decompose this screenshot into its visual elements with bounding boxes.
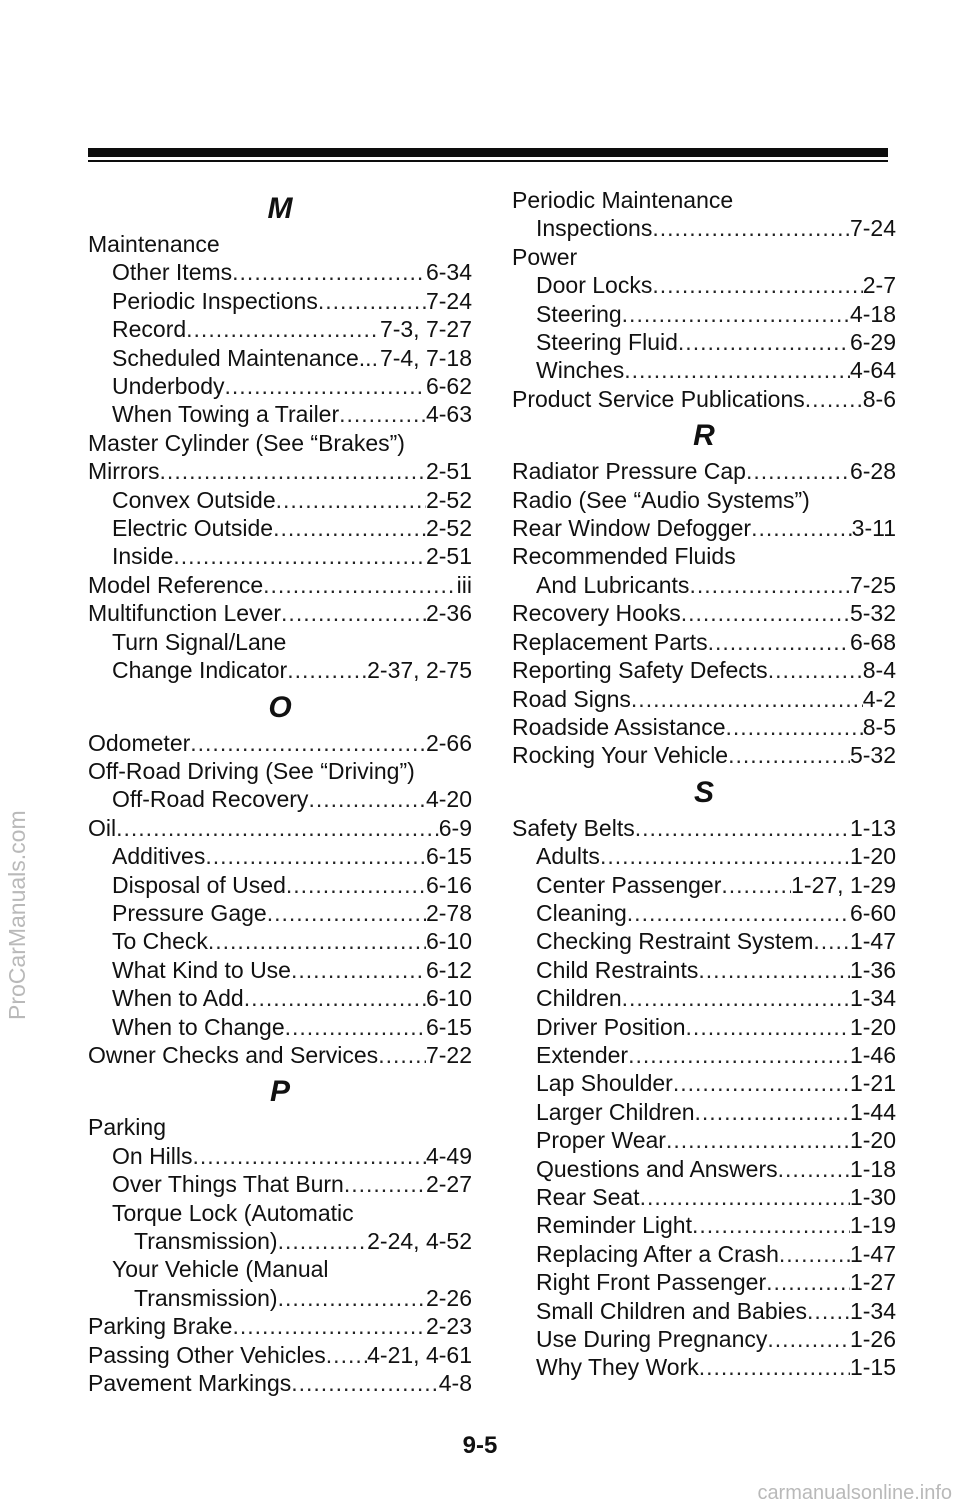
dot-leader bbox=[273, 514, 426, 542]
dot-leader bbox=[695, 1098, 850, 1126]
dot-leader bbox=[627, 899, 850, 927]
dot-leader bbox=[291, 956, 426, 984]
entry-page: 6-16 bbox=[425, 871, 472, 898]
entry-page: 5-32 bbox=[849, 742, 896, 769]
entry-page: 6-60 bbox=[849, 899, 896, 926]
entry-page: 4-8 bbox=[438, 1370, 472, 1397]
index-entry bbox=[512, 628, 896, 656]
entry-term: Road Signs bbox=[512, 685, 631, 712]
entry-page: 1-46 bbox=[849, 1041, 896, 1068]
dot-leader bbox=[708, 628, 850, 656]
dot-leader bbox=[751, 514, 852, 542]
entry-page: 4-64 bbox=[849, 357, 896, 384]
index-entry bbox=[88, 785, 472, 813]
index-entry bbox=[512, 927, 896, 955]
index-entry bbox=[88, 1341, 472, 1369]
entry-page: 1-27, 1-29 bbox=[791, 871, 896, 898]
section-letter: M bbox=[267, 192, 293, 225]
entry-term: Steering Fluid bbox=[536, 329, 678, 356]
entry-term: Parking Brake bbox=[88, 1313, 233, 1340]
index-entry bbox=[88, 514, 472, 542]
page-number: 9-5 bbox=[462, 1432, 498, 1459]
entry-term: Underbody bbox=[112, 373, 225, 400]
entry-term: Children bbox=[536, 985, 622, 1012]
dot-leader bbox=[652, 271, 862, 299]
index-heading: Periodic Maintenance bbox=[512, 187, 734, 213]
dot-leader bbox=[186, 315, 380, 343]
entry-term: Transmission) bbox=[134, 1228, 278, 1254]
dot-leader bbox=[673, 1069, 850, 1097]
entry-term: Multifunction Lever bbox=[88, 600, 282, 627]
dot-leader bbox=[173, 542, 426, 570]
dot-leader bbox=[692, 1211, 850, 1239]
index-entry bbox=[88, 457, 472, 485]
entry-term: Convex Outside bbox=[112, 486, 276, 513]
dot-leader bbox=[205, 842, 426, 870]
index-heading: Your Vehicle (Manual bbox=[112, 1256, 329, 1283]
dot-leader bbox=[208, 927, 426, 955]
section-letter: O bbox=[268, 690, 292, 724]
dot-leader bbox=[190, 729, 426, 757]
entry-term: Driver Position bbox=[536, 1013, 686, 1040]
entry-page: 1-34 bbox=[849, 985, 896, 1012]
entry-term: Extender bbox=[536, 1041, 629, 1068]
entry-term: Roadside Assistance bbox=[512, 713, 726, 740]
dot-leader bbox=[778, 1155, 850, 1183]
entry-page: 6-28 bbox=[849, 458, 896, 485]
index-entry bbox=[88, 287, 472, 315]
index-entry bbox=[512, 271, 896, 299]
entry-page: 6-15 bbox=[425, 843, 472, 870]
entry-page: 5-32 bbox=[849, 600, 896, 627]
entry-page: 1-36 bbox=[849, 956, 896, 983]
dot-leader bbox=[640, 1183, 850, 1211]
index-entry bbox=[88, 656, 472, 684]
dot-leader bbox=[276, 486, 426, 514]
index-entry bbox=[512, 385, 896, 413]
entry-term: Radiator Pressure Cap bbox=[512, 458, 746, 485]
entry-page: 2-23 bbox=[425, 1313, 472, 1340]
dot-leader bbox=[631, 685, 863, 713]
index-heading: Master Cylinder (See “Brakes”) bbox=[88, 429, 405, 456]
index-entry bbox=[512, 871, 896, 899]
dot-leader bbox=[805, 385, 863, 413]
entry-page: 2-52 bbox=[425, 515, 472, 542]
entry-page: 4-63 bbox=[425, 401, 472, 428]
index-entry bbox=[512, 1155, 896, 1183]
entry-page: 1-34 bbox=[849, 1297, 896, 1324]
dot-leader bbox=[767, 1325, 850, 1353]
index-entry bbox=[88, 542, 472, 570]
entry-page: 1-18 bbox=[849, 1155, 896, 1182]
entry-term: Pavement Markings bbox=[88, 1370, 292, 1397]
entry-term: Rear Window Defogger bbox=[512, 515, 752, 542]
entry-term: Change Indicator bbox=[112, 657, 288, 684]
watermark-left: ProCarManuals.com bbox=[4, 810, 30, 1020]
index-entry bbox=[512, 457, 896, 485]
index-entry bbox=[88, 400, 472, 428]
entry-page: 2-26 bbox=[425, 1284, 472, 1311]
dot-leader bbox=[263, 571, 457, 599]
index-entry bbox=[512, 1183, 896, 1211]
entry-term: Reporting Safety Defects bbox=[512, 657, 768, 684]
entry-page: 1-20 bbox=[849, 1127, 896, 1154]
entry-term: On Hills bbox=[112, 1142, 193, 1169]
dot-leader bbox=[807, 1297, 850, 1325]
index-heading: Maintenance bbox=[88, 231, 220, 257]
index-heading: Turn Signal/Lane bbox=[112, 628, 287, 655]
dot-leader bbox=[326, 1341, 367, 1369]
dot-leader bbox=[291, 1369, 439, 1397]
entry-page: 6-9 bbox=[438, 814, 472, 841]
entry-page: 4-21, 4-61 bbox=[367, 1341, 472, 1368]
entry-page: 2-52 bbox=[425, 486, 472, 513]
entry-page: 7-24 bbox=[425, 287, 472, 314]
entry-term: Questions and Answers bbox=[536, 1155, 778, 1182]
dot-leader bbox=[622, 984, 850, 1012]
entry-term: Off-Road Recovery bbox=[112, 786, 309, 813]
dot-leader bbox=[232, 1312, 425, 1340]
entry-term: Odometer bbox=[88, 729, 191, 756]
dot-leader bbox=[286, 871, 426, 899]
dot-leader bbox=[746, 457, 850, 485]
entry-term: What Kind to Use bbox=[112, 956, 291, 983]
entry-term: Checking Restraint System bbox=[536, 928, 814, 955]
entry-term: Safety Belts bbox=[512, 814, 635, 841]
entry-page: 2-51 bbox=[425, 458, 472, 485]
index-heading: Torque Lock (Automatic bbox=[112, 1199, 354, 1226]
entry-term: Transmission) bbox=[134, 1284, 278, 1311]
index-entry bbox=[88, 814, 472, 842]
entry-page: 1-21 bbox=[849, 1070, 896, 1097]
index-entry bbox=[88, 1041, 472, 1069]
entry-page: 2-78 bbox=[425, 899, 472, 926]
index-entry bbox=[88, 315, 472, 343]
entry-page: 1-27 bbox=[849, 1269, 896, 1296]
index-entry bbox=[88, 729, 472, 757]
entry-term: Steering bbox=[536, 300, 622, 327]
dot-leader bbox=[372, 344, 380, 372]
entry-page: 4-49 bbox=[425, 1142, 472, 1169]
entry-term: Center Passenger bbox=[536, 871, 722, 898]
entry-page: 6-62 bbox=[425, 373, 472, 400]
dot-leader bbox=[285, 1013, 426, 1041]
index-entry bbox=[88, 956, 472, 984]
dot-leader bbox=[344, 1170, 426, 1198]
entry-term: And Lubricants bbox=[536, 571, 690, 598]
entry-page: 7-4, 7-18 bbox=[379, 344, 472, 371]
entry-term: Inside bbox=[112, 543, 174, 570]
entry-page: 1-20 bbox=[849, 843, 896, 870]
dot-leader bbox=[278, 1284, 426, 1312]
entry-term: Lap Shoulder bbox=[536, 1070, 673, 1097]
dot-leader bbox=[666, 1126, 850, 1154]
entry-page: 7-3, 7-27 bbox=[379, 316, 472, 343]
entry-term: Periodic Inspections bbox=[112, 287, 318, 314]
dot-leader bbox=[278, 1227, 368, 1255]
index-entry bbox=[88, 871, 472, 899]
index-column-left bbox=[88, 186, 472, 1397]
index-entry bbox=[88, 1369, 472, 1397]
dot-leader bbox=[635, 814, 850, 842]
index-entry bbox=[512, 356, 896, 384]
entry-term: Over Things That Burn bbox=[112, 1171, 344, 1198]
entry-page: 2-27 bbox=[425, 1171, 472, 1198]
dot-leader bbox=[628, 1041, 850, 1069]
index-entry bbox=[512, 1211, 896, 1239]
entry-term: Inspections bbox=[536, 215, 653, 242]
index-column-right bbox=[512, 186, 896, 1382]
entry-page: 2-66 bbox=[425, 729, 472, 756]
index-entry bbox=[512, 1098, 896, 1126]
dot-leader bbox=[378, 1041, 426, 1069]
entry-page: 1-19 bbox=[849, 1212, 896, 1239]
entry-page: 8-5 bbox=[862, 713, 896, 740]
entry-term: Mirrors bbox=[88, 458, 160, 485]
dot-leader bbox=[193, 1142, 426, 1170]
entry-term: Winches bbox=[536, 357, 625, 384]
dot-leader bbox=[244, 984, 426, 1012]
entry-page: 4-20 bbox=[425, 786, 472, 813]
section-letter: S bbox=[693, 775, 714, 809]
index-entry bbox=[88, 571, 472, 599]
index-entry bbox=[88, 842, 472, 870]
index-entry bbox=[512, 1041, 896, 1069]
dot-leader bbox=[600, 842, 850, 870]
entry-term: Model Reference bbox=[88, 571, 264, 598]
index-entry bbox=[88, 258, 472, 286]
dot-leader bbox=[267, 899, 426, 927]
dot-leader bbox=[813, 927, 850, 955]
entry-page: 8-4 bbox=[862, 657, 896, 684]
index-entry bbox=[512, 328, 896, 356]
entry-term: Use During Pregnancy bbox=[536, 1326, 768, 1353]
entry-term: Cleaning bbox=[536, 899, 627, 926]
dot-leader bbox=[281, 599, 426, 627]
header-rule-thin bbox=[88, 160, 888, 162]
entry-page: 7-24 bbox=[849, 215, 896, 242]
dot-leader bbox=[779, 1240, 850, 1268]
dot-leader bbox=[116, 814, 439, 842]
index-entry bbox=[512, 741, 896, 769]
entry-page: 2-7 bbox=[862, 272, 896, 299]
entry-term: Owner Checks and Services bbox=[88, 1041, 379, 1068]
index-entry bbox=[88, 344, 472, 372]
index-entry bbox=[512, 599, 896, 627]
entry-term: Small Children and Babies bbox=[536, 1297, 808, 1324]
entry-page: 1-30 bbox=[849, 1184, 896, 1210]
index-entry bbox=[88, 1142, 472, 1170]
entry-term: Product Service Publications bbox=[512, 385, 805, 412]
watermark-bottom: carmanualsonline.info bbox=[757, 1482, 952, 1504]
dot-leader bbox=[698, 956, 850, 984]
index-entry bbox=[512, 1297, 896, 1325]
dot-leader bbox=[308, 785, 426, 813]
dot-leader bbox=[768, 656, 863, 684]
section-letter: R bbox=[693, 419, 715, 453]
index-entry bbox=[512, 1240, 896, 1268]
entry-term: When to Add bbox=[112, 985, 244, 1012]
entry-term: Proper Wear bbox=[536, 1127, 666, 1154]
index-entry bbox=[512, 571, 896, 599]
entry-term: Disposal of Used bbox=[112, 871, 286, 898]
entry-term: Door Locks bbox=[536, 272, 653, 299]
index-entry bbox=[88, 1284, 472, 1312]
index-entry bbox=[88, 372, 472, 400]
entry-term: Oil bbox=[88, 814, 117, 841]
dot-leader bbox=[721, 871, 791, 899]
index-entry bbox=[512, 1353, 896, 1381]
entry-page: 2-37, 2-75 bbox=[367, 657, 472, 684]
entry-term: Recovery Hooks bbox=[512, 600, 681, 627]
index-heading: Recommended Fluids bbox=[512, 543, 736, 570]
entry-term: Scheduled Maintenance.. bbox=[112, 344, 372, 371]
dot-leader bbox=[689, 571, 850, 599]
entry-page: 8-6 bbox=[862, 385, 896, 412]
entry-page: 6-10 bbox=[425, 985, 472, 1012]
index-entry bbox=[88, 1227, 472, 1255]
entry-page: 7-22 bbox=[425, 1041, 472, 1068]
index-entry bbox=[512, 1013, 896, 1041]
index-entry bbox=[88, 486, 472, 514]
entry-term: Replacing After a Crash bbox=[536, 1240, 779, 1267]
entry-page: 7-25 bbox=[849, 571, 896, 598]
entry-page: 1-15 bbox=[849, 1354, 896, 1381]
entry-page: 4-2 bbox=[862, 685, 896, 712]
entry-page: iii bbox=[456, 571, 472, 598]
section-letter: P bbox=[269, 1075, 290, 1109]
entry-term: Child Restraints bbox=[536, 956, 699, 983]
entry-term: Other Items bbox=[112, 259, 233, 286]
index-entry bbox=[512, 685, 896, 713]
dot-leader bbox=[728, 741, 850, 769]
entry-term: To Check bbox=[112, 928, 208, 955]
entry-term: When Towing a Trailer bbox=[112, 401, 340, 428]
dot-leader bbox=[686, 1013, 850, 1041]
index-entry bbox=[512, 656, 896, 684]
header-rule bbox=[88, 148, 888, 157]
dot-leader bbox=[681, 599, 850, 627]
index-entry bbox=[512, 956, 896, 984]
entry-page: 1-13 bbox=[849, 814, 896, 841]
entry-page: 1-44 bbox=[849, 1098, 896, 1125]
index-heading: Parking bbox=[88, 1114, 166, 1141]
entry-page: 4-18 bbox=[849, 300, 896, 327]
entry-page: 6-15 bbox=[425, 1013, 472, 1040]
entry-term: Electric Outside bbox=[112, 515, 274, 542]
entry-page: 2-36 bbox=[425, 600, 472, 627]
dot-leader bbox=[287, 656, 367, 684]
index-entry bbox=[88, 1170, 472, 1198]
index-entry bbox=[88, 899, 472, 927]
dot-leader bbox=[699, 1353, 850, 1381]
entry-term: Pressure Gage bbox=[112, 899, 267, 926]
entry-term: Right Front Passenger bbox=[536, 1269, 767, 1296]
entry-term: Record bbox=[112, 316, 187, 343]
entry-term: Why They Work bbox=[536, 1354, 699, 1381]
entry-term: When to Change bbox=[112, 1013, 285, 1040]
entry-term: Rocking Your Vehicle bbox=[512, 742, 729, 769]
index-entry bbox=[512, 1126, 896, 1154]
index-entry bbox=[88, 1312, 472, 1340]
entry-page: 1-20 bbox=[849, 1013, 896, 1040]
dot-leader bbox=[622, 300, 850, 328]
dot-leader bbox=[624, 356, 850, 384]
index-entry bbox=[512, 1069, 896, 1097]
index-entry bbox=[512, 1268, 896, 1296]
dot-leader bbox=[225, 372, 426, 400]
entry-page: 6-12 bbox=[425, 956, 472, 983]
entry-page: 2-24, 4-52 bbox=[367, 1228, 472, 1254]
index-entry bbox=[512, 713, 896, 741]
index-entry bbox=[512, 814, 896, 842]
index-entry bbox=[88, 599, 472, 627]
index-entry bbox=[512, 899, 896, 927]
dot-leader bbox=[652, 214, 850, 242]
entry-term: Adults bbox=[536, 843, 600, 870]
dot-leader bbox=[318, 287, 426, 315]
entry-term: Larger Children bbox=[536, 1098, 695, 1125]
entry-page: 6-68 bbox=[849, 628, 896, 655]
index-heading: Radio (See “Audio Systems”) bbox=[512, 486, 810, 513]
entry-page: 6-29 bbox=[849, 329, 896, 356]
entry-term: Additives bbox=[112, 843, 206, 870]
index-entry bbox=[512, 300, 896, 328]
index-entry bbox=[512, 214, 896, 242]
dot-leader bbox=[339, 400, 426, 428]
entry-page: 1-26 bbox=[849, 1326, 896, 1353]
index-entry bbox=[512, 984, 896, 1012]
index-entry bbox=[512, 1325, 896, 1353]
index-entry bbox=[88, 927, 472, 955]
dot-leader bbox=[678, 328, 850, 356]
entry-term: Reminder Light bbox=[536, 1212, 692, 1239]
index-entry bbox=[88, 1013, 472, 1041]
entry-page: 3-11 bbox=[851, 515, 896, 542]
entry-term: Passing Other Vehicles bbox=[88, 1341, 326, 1368]
entry-page: 1-47 bbox=[849, 1240, 896, 1267]
entry-term: Replacement Parts bbox=[512, 628, 708, 655]
index-entry bbox=[512, 514, 896, 542]
entry-page: 6-10 bbox=[425, 928, 472, 955]
index-entry bbox=[512, 842, 896, 870]
index-heading: Off-Road Driving (See “Driving”) bbox=[88, 757, 415, 784]
entry-term: Rear Seat bbox=[536, 1184, 640, 1210]
dot-leader bbox=[160, 457, 426, 485]
index-heading: Power bbox=[512, 243, 578, 270]
dot-leader bbox=[766, 1268, 850, 1296]
entry-page: 6-34 bbox=[425, 259, 472, 286]
entry-page: 2-51 bbox=[425, 543, 472, 570]
dot-leader bbox=[232, 258, 426, 286]
index-entry bbox=[88, 984, 472, 1012]
entry-page: 1-47 bbox=[849, 928, 896, 955]
dot-leader bbox=[726, 713, 863, 741]
